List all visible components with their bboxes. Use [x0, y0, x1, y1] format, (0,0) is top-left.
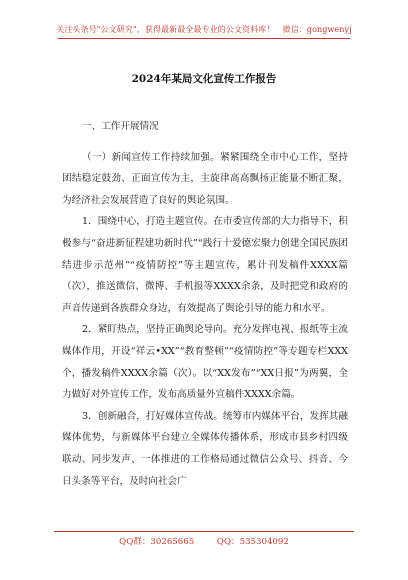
paragraph-news-publicity: （一）新闻宣传工作持续加强。紧紧围绕全市中心工作，坚持团结稳定鼓劲、正面宣传为主，主旋律高高飘扬正能量不断汇聚，为经济社会发展营造了良好的舆论氛围。 [62, 151, 348, 206]
header-banner: 关注头条号"公文研究"，获得最新最全最专业的公文资料库！ 微信：gongwenyj [56, 25, 352, 34]
footer-qq: QQ：535304092 [216, 537, 289, 547]
document-title: 2024年某局文化宣传工作报告 [131, 73, 277, 85]
footer-contact [0, 535, 408, 547]
section-heading: 一、工作开展情况 [82, 121, 159, 132]
footer-qq-group: QQ群：30265665 [119, 537, 195, 547]
header-divider [58, 38, 350, 39]
document-body [62, 116, 348, 492]
paragraph-focus-center: 1．围绕中心，打造主题宣传。在市委宣传部的大力指导下，积极参与“奋进新征程建功新时代”“践行十爱德宏聚力创建全国民族团结进步示范州”“疫情防控”等主题宣传，累计刊发稿件XXXX篇（次），推送微信、微博、手机报等XXXX余条，及时把党和政府的声音传递到各族群众身边，有效提高了舆论引导的能力和水平。 [62, 216, 348, 314]
paragraph-media-integration: 3．创新融合，打好媒体宣传战。统筹市内媒体平台，发挥其融媒体优势，与新媒体平台建立全媒体传播体系，形成市县乡村四级联动、同步发声、一体推进的工作格局通过微信公众号、抖音、今日头条等平台，及时向社会广 [62, 410, 348, 487]
paragraph-hot-topics: 2．紧盯热点，坚持正确舆论导向。充分发挥电视、报纸等主流媒体作用，开设“祥云•XX”“教育整顿”“疫情防控”等专题专栏XXX个，播发稿件XXXX余篇（次）。以“XX发布”“XX日报”为两翼，全力做好对外宣传工作，发布高质量外宣稿件XXXX余篇。 [62, 324, 348, 401]
footer-divider [54, 531, 354, 532]
